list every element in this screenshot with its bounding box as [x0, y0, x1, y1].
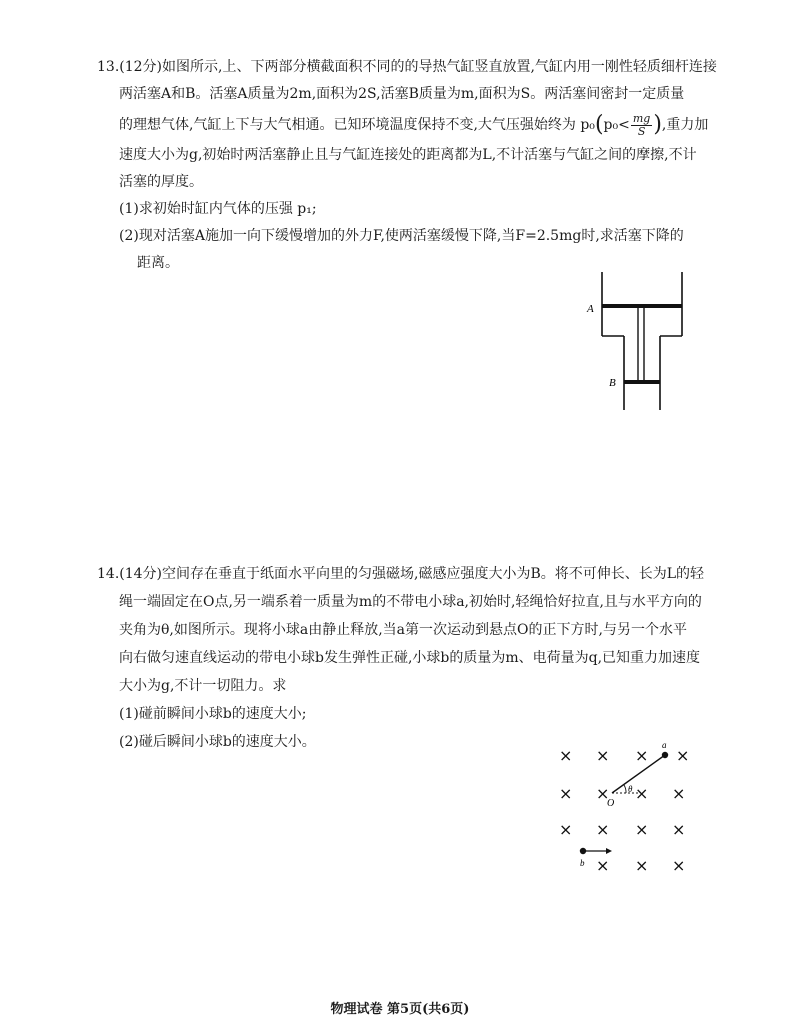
- q14-line-2: 绳一端固定在O点,另一端系着一质量为m的不带电小球a,初始时,轻绳恰好拉直,且与水平方向的: [119, 594, 702, 610]
- field-cross: ×: [635, 746, 649, 765]
- field-cross: ×: [672, 784, 686, 803]
- question-14: [97, 560, 707, 756]
- page-footer: 物理试卷 第5页(共6页): [330, 1002, 470, 1017]
- fraction-numerator: mg: [632, 111, 651, 125]
- field-cross: ×: [635, 856, 649, 875]
- q14-line-4: 向右做匀速直线运动的带电小球b发生弹性正碰,小球b的质量为m、电荷量为q,已知重力加速度: [119, 650, 701, 666]
- label-a: a: [662, 740, 667, 750]
- arrow-head: [606, 848, 612, 854]
- q13-line-5: 活塞的厚度。: [119, 174, 203, 190]
- label-b: B: [609, 377, 616, 389]
- field-cross: ×: [635, 820, 649, 839]
- mg-over-s-fraction: [631, 113, 652, 138]
- piston-b: [624, 380, 660, 384]
- label-o: O: [607, 798, 615, 809]
- q13-sub-question-2: (2)现对活塞A施加一向下缓慢增加的外力F,使两活塞缓慢下降,当F=2.5mg时,求活塞下降的: [119, 228, 684, 244]
- field-cross: ×: [635, 784, 649, 803]
- label-theta: θ: [628, 784, 633, 794]
- field-cross: ×: [672, 820, 686, 839]
- magnetic-field-diagram: [552, 735, 702, 879]
- field-cross: ×: [559, 746, 573, 765]
- field-cross: ×: [676, 746, 690, 765]
- q13-sub-question-2-cont: 距离。: [137, 255, 179, 271]
- q13-condition: p₀<: [603, 117, 630, 133]
- q13-line-2: 两活塞A和B。活塞A质量为2m,面积为2S,活塞B质量为m,面积为S。两活塞间密封一定质量: [119, 86, 685, 102]
- q13-line-3-pre: 的理想气体,气缸上下与大气相通。已知环境温度保持不变,大气压强始终为 p₀: [119, 117, 595, 133]
- ball-a: [662, 752, 668, 758]
- q13-sub-question-1: (1)求初始时缸内气体的压强 p₁;: [119, 201, 317, 217]
- q13-line-1: 13.(12分)如图所示,上、下两部分横截面积不同的的导热气缸竖直放置,气缸内用一刚性轻质细杆连接: [97, 59, 717, 75]
- close-paren: ): [653, 112, 662, 137]
- question-13: [97, 54, 717, 277]
- q13-line-3: [97, 108, 707, 142]
- cylinder-svg: [585, 272, 695, 412]
- field-crosses: [559, 746, 689, 875]
- q14-line-3: 夹角为θ,如图所示。现将小球a由静止释放,当a第一次运动到悬点O的正下方时,与另一个水平: [119, 622, 687, 638]
- open-paren: (: [594, 112, 604, 137]
- q14-sub-question-1: (1)碰前瞬间小球b的速度大小;: [119, 706, 307, 722]
- q13-line-3-post: ,重力加: [661, 117, 709, 133]
- field-cross: ×: [559, 820, 573, 839]
- ball-b: [580, 848, 586, 854]
- q14-line-5: 大小为g,不计一切阻力。求: [119, 678, 287, 694]
- field-cross: ×: [596, 820, 610, 839]
- q14-sub-question-2: (2)碰后瞬间小球b的速度大小。: [119, 734, 316, 750]
- field-cross: ×: [672, 856, 686, 875]
- field-cross: ×: [596, 856, 610, 875]
- field-svg: [552, 735, 702, 875]
- field-cross: ×: [596, 746, 610, 765]
- fraction-denominator: S: [637, 124, 646, 138]
- label-b: b: [580, 858, 585, 868]
- piston-a: [602, 304, 682, 308]
- q14-line-1: 14.(14分)空间存在垂直于纸面水平向里的匀强磁场,磁感应强度大小为B。将不可伸长、长为L的轻: [97, 566, 705, 582]
- label-a: A: [587, 303, 594, 315]
- field-cross: ×: [596, 784, 610, 803]
- cylinder-diagram: [585, 272, 695, 416]
- q13-line-4: 速度大小为g,初始时两活塞静止且与气缸连接处的距离都为L,不计活塞与气缸之间的摩擦,不计: [119, 147, 697, 163]
- field-cross: ×: [559, 784, 573, 803]
- angle-arc: [624, 785, 626, 793]
